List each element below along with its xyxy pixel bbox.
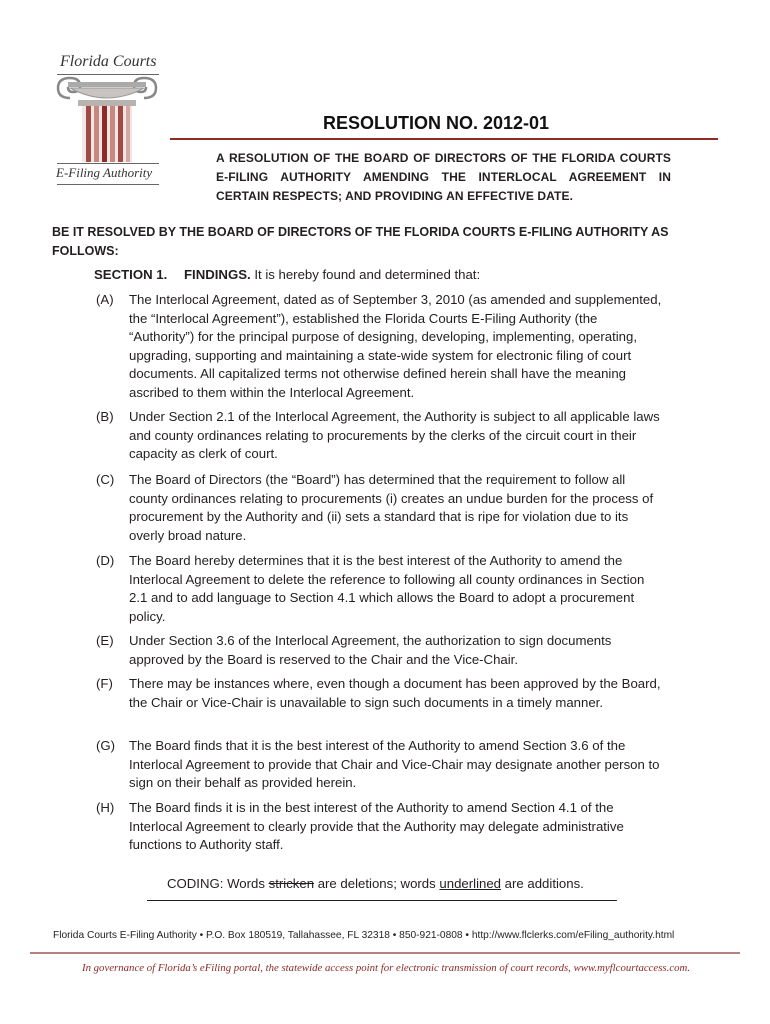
footer-address: Florida Courts E-Filing Authority • P.O. Box 180519, Tallahassee, FL 32318 • 850-921-0808 • http://www.flclerks.com/eFiling_authority.html (53, 930, 675, 941)
logo-top-divider (57, 74, 159, 75)
finding-item (96, 471, 666, 545)
coding-legend (167, 876, 584, 891)
logo-top-text: Florida Courts (60, 53, 157, 70)
coding-suffix: are additions. (501, 876, 584, 891)
finding-text: Under Section 2.1 of the Interlocal Agreement, the Authority is subject to all applicable laws and county ordinances relating to procurements by the clerks of the circuit court in their capacity as clerk of court. (129, 409, 660, 461)
logo-bottom-divider (57, 163, 159, 164)
finding-label: (C) (96, 472, 115, 487)
column-logo-icon (48, 76, 166, 166)
footer-governance: In governance of Florida’s eFiling portal, the statewide access point for electronic transmission of court records, www.myflcourtaccess.com. (81, 962, 691, 974)
finding-label: (B) (96, 409, 114, 424)
finding-item (96, 552, 666, 626)
finding-label: (F) (96, 676, 113, 691)
coding-stricken-sample: stricken (268, 876, 315, 891)
finding-item (96, 799, 666, 855)
section-intro: It is hereby found and determined that: (250, 267, 481, 282)
section-title: FINDINGS. (184, 267, 251, 282)
finding-label: (D) (96, 553, 115, 568)
resolution-subtitle: A RESOLUTION OF THE BOARD OF DIRECTORS OF THE FLORIDA COURTS E-FILING AUTHORITY AMENDING THE INTERLOCAL AGREEMENT IN CERTAIN RESPECTS; AND PROVIDING AN EFFECTIVE DATE. (216, 151, 671, 203)
finding-text: The Board of Directors (the “Board”) has determined that the requirement to follow all county ordinances relating to procurements (i) creates an undue burden for the process of procurement by the Authority and (ii) sets a standard that is ripe for violation due to its overly broad nature. (129, 472, 654, 543)
finding-item (96, 675, 666, 712)
finding-item (96, 291, 666, 402)
finding-label: (E) (96, 633, 114, 648)
finding-item (96, 737, 666, 793)
coding-underlined-sample: underlined (439, 876, 501, 891)
resolution-title: RESOLUTION NO. 2012-01 (323, 113, 550, 133)
section-number: SECTION 1. (94, 267, 168, 282)
finding-text: Under Section 3.6 of the Interlocal Agreement, the authorization to sign documents approved by the Board is reserved to the Chair and the Vice-Chair. (129, 633, 612, 667)
finding-label: (A) (96, 292, 114, 307)
footer-divider (30, 952, 740, 954)
logo-bottom-text: E-Filing Authority (56, 165, 153, 180)
section-heading (94, 267, 480, 282)
coding-divider (147, 900, 617, 901)
finding-item (96, 408, 666, 464)
finding-item (96, 632, 666, 669)
coding-prefix: CODING: Words (167, 876, 269, 891)
finding-label: (H) (96, 800, 115, 815)
finding-text: The Board hereby determines that it is the best interest of the Authority to amend the Interlocal Agreement to delete the reference to following all county ordinances in Section 2.1 and to add language to Section 4.1 which allows the Board to adopt a procurement policy. (129, 553, 645, 624)
title-divider (170, 138, 718, 140)
finding-text: There may be instances where, even though a document has been approved by the Board, the Chair or Vice-Chair is unavailable to sign such documents in a timely manner. (129, 676, 661, 710)
finding-text: The Board finds it is in the best interest of the Authority to amend Section 4.1 of the Interlocal Agreement to clearly provide that the Authority may delegate administrative functions to Authority staff. (129, 800, 624, 852)
logo-bottom-rule (57, 184, 159, 185)
resolved-clause: BE IT RESOLVED BY THE BOARD OF DIRECTORS OF THE FLORIDA COURTS E-FILING AUTHORITY AS FOLLOWS: (52, 225, 669, 258)
finding-text: The Board finds that it is the best interest of the Authority to amend Section 3.6 of the Interlocal Agreement to provide that Chair and Vice-Chair may designate another person to sign on their behalf as provided herein. (129, 738, 660, 790)
finding-label: (G) (96, 738, 116, 753)
coding-middle: are deletions; words (314, 876, 440, 891)
finding-text: The Interlocal Agreement, dated as of September 3, 2010 (as amended and supplemented, the “Interlocal Agreement”), established the Florida Courts E-Filing Authority (the “Authority”) for the principal purpose of designing, developing, implementing, operating, upgrading, supporting and maintaining a state-wide system for electronic filing of court documents. All capitalized terms not otherwise defined herein shall have the meaning ascribed to them within the Interlocal Agreement. (129, 292, 662, 400)
